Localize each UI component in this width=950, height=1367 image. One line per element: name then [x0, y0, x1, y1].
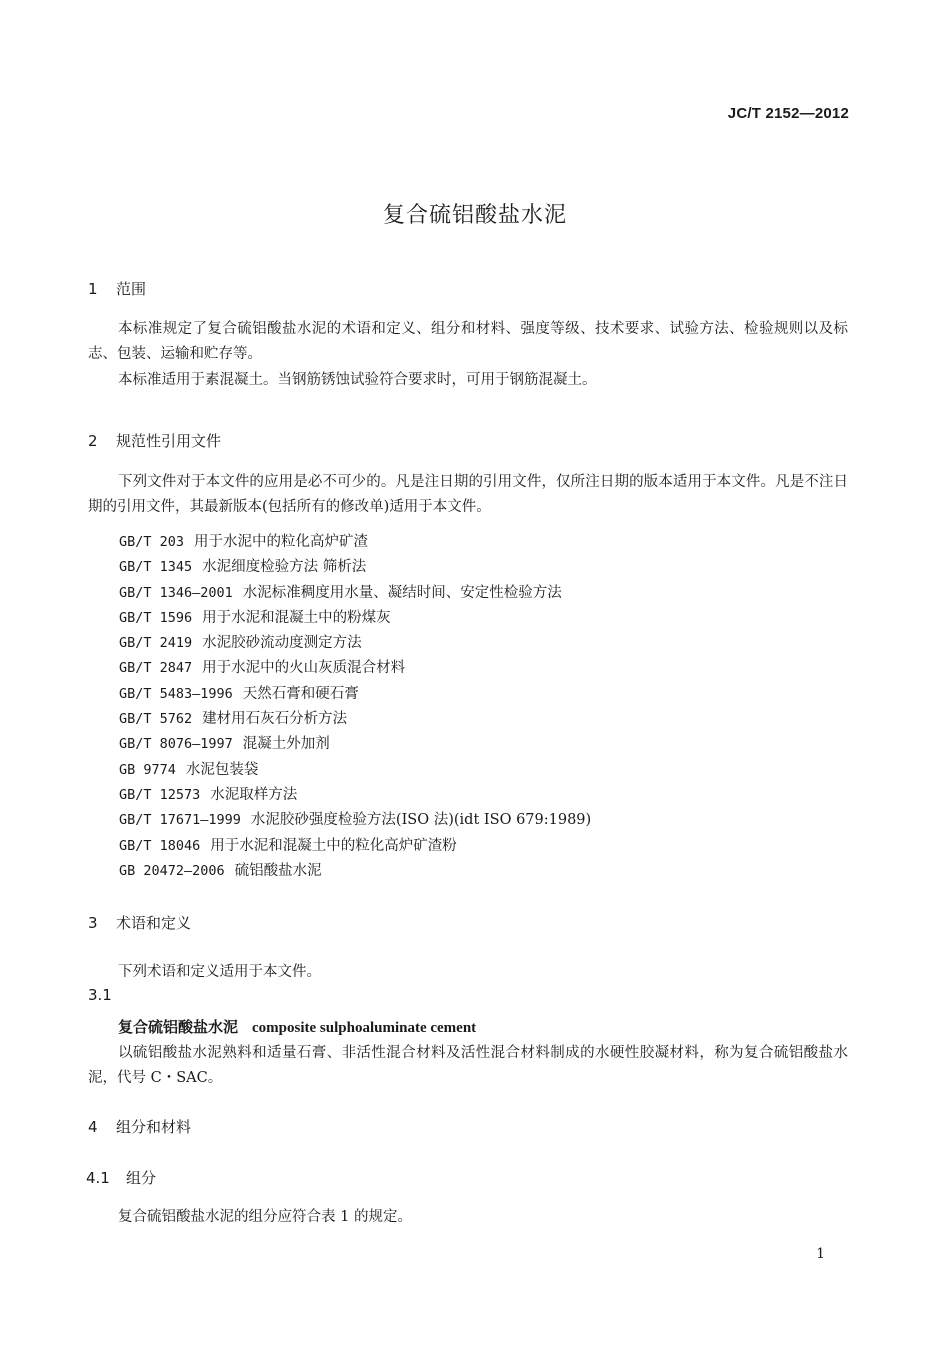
reference-name: 用于水泥和混凝土中的粒化高炉矿渣粉	[210, 837, 457, 854]
reference-code: GB/T 1345	[119, 559, 193, 576]
reference-item	[119, 707, 591, 732]
reference-item	[119, 859, 591, 884]
reference-name: 水泥胶砂强度检验方法(ISO 法)(idt ISO 679:1989)	[250, 812, 592, 829]
page-number: 1	[816, 1246, 825, 1262]
section-title: 规范性引用文件	[116, 432, 222, 450]
reference-code: GB/T 8076—1997	[119, 736, 233, 753]
reference-name: 用于水泥中的粒化高炉矿渣	[194, 534, 369, 550]
section-4-heading	[88, 1116, 191, 1137]
section-1-heading	[88, 278, 146, 299]
reference-item	[119, 631, 591, 656]
reference-item	[119, 606, 591, 631]
reference-code: GB/T 18046	[119, 837, 201, 854]
subsection-number: 4.1	[86, 1169, 110, 1187]
reference-name: 天然石膏和硬石膏	[242, 685, 359, 702]
reference-name: 混凝土外加剂	[242, 736, 330, 753]
section-3-heading	[88, 912, 191, 933]
reference-code: GB/T 5762	[119, 711, 193, 728]
term-definition: 以硫铝酸盐水泥熟料和适量石膏、非活性混合材料及活性混合材料制成的水硬性胶凝材料，称为复合硫铝酸盐水泥，代号 C・SAC。	[88, 1045, 848, 1086]
document-title: 复合硫铝酸盐水泥	[382, 203, 567, 228]
reference-code: GB/T 2847	[119, 660, 193, 677]
standard-code: JC/T 2152—2012	[727, 105, 849, 122]
section-title: 组分和材料	[116, 1118, 192, 1136]
reference-item	[119, 834, 591, 859]
subsection-title: 组分	[126, 1169, 157, 1187]
reference-name: 水泥细度检验方法 筛析法	[202, 559, 367, 576]
reference-code: GB/T 5483—1996	[119, 685, 233, 702]
reference-item	[119, 530, 591, 555]
references-intro: 下列文件对于本文件的应用是必不可少的。凡是注日期的引用文件，仅所注日期的版本适用于本文件。凡是不注日期的引用文件，其最新版本(包括所有的修改单)适用于本文件。	[88, 474, 848, 515]
reference-name: 水泥包装袋	[185, 761, 259, 778]
section-number: 1	[88, 280, 98, 298]
reference-item	[119, 555, 591, 580]
section-number: 2	[88, 432, 98, 450]
reference-name: 建材用石灰石分析方法	[202, 711, 348, 728]
term-english: composite sulphoaluminate cement	[252, 1020, 477, 1036]
reference-item	[119, 758, 591, 783]
reference-code: GB/T 203	[119, 534, 185, 550]
reference-code: GB/T 1596	[119, 609, 193, 626]
reference-code: GB 20472—2006	[119, 862, 225, 879]
reference-name: 用于水泥中的火山灰质混合材料	[202, 660, 406, 677]
subsection-4-1-heading	[86, 1167, 156, 1188]
scope-paragraph-1: 本标准规定了复合硫铝酸盐水泥的术语和定义、组分和材料、强度等级、技术要求、试验方法、检验规则以及标志、包装、运输和贮存等。	[88, 321, 848, 362]
reference-code: GB 9774	[119, 761, 176, 778]
reference-code: GB/T 17671—1999	[119, 812, 241, 829]
composition-text: 复合硫铝酸盐水泥的组分应符合表 1 的规定。	[118, 1209, 412, 1225]
section-number: 4	[88, 1118, 98, 1136]
reference-name: 水泥标准稠度用水量、凝结时间、安定性检验方法	[242, 584, 562, 601]
reference-code: GB/T 2419	[119, 635, 193, 652]
scope-paragraph-2: 本标准适用于素混凝土。当钢筋锈蚀试验符合要求时，可用于钢筋混凝土。	[118, 372, 597, 388]
section-title: 术语和定义	[116, 914, 192, 932]
reference-item	[119, 808, 591, 833]
section-title: 范围	[116, 280, 147, 298]
reference-item	[119, 682, 591, 707]
reference-code: GB/T 1346—2001	[119, 584, 233, 601]
reference-name: 水泥胶砂流动度测定方法	[202, 635, 362, 652]
clause-number: 3.1	[88, 986, 112, 1004]
reference-name: 用于水泥和混凝土中的粉煤灰	[202, 609, 391, 626]
terms-intro: 下列术语和定义适用于本文件。	[118, 964, 321, 980]
reference-name: 水泥取样方法	[210, 786, 298, 803]
reference-name: 硫铝酸盐水泥	[234, 862, 322, 879]
section-number: 3	[88, 914, 98, 932]
term-chinese: 复合硫铝酸盐水泥	[118, 1018, 239, 1036]
term-entry	[118, 1016, 476, 1037]
section-2-heading	[88, 430, 221, 451]
reference-item	[119, 656, 591, 681]
reference-code: GB/T 12573	[119, 786, 201, 803]
reference-item	[119, 783, 591, 808]
reference-item	[119, 732, 591, 757]
normative-reference-list	[119, 530, 591, 884]
reference-item	[119, 581, 591, 606]
